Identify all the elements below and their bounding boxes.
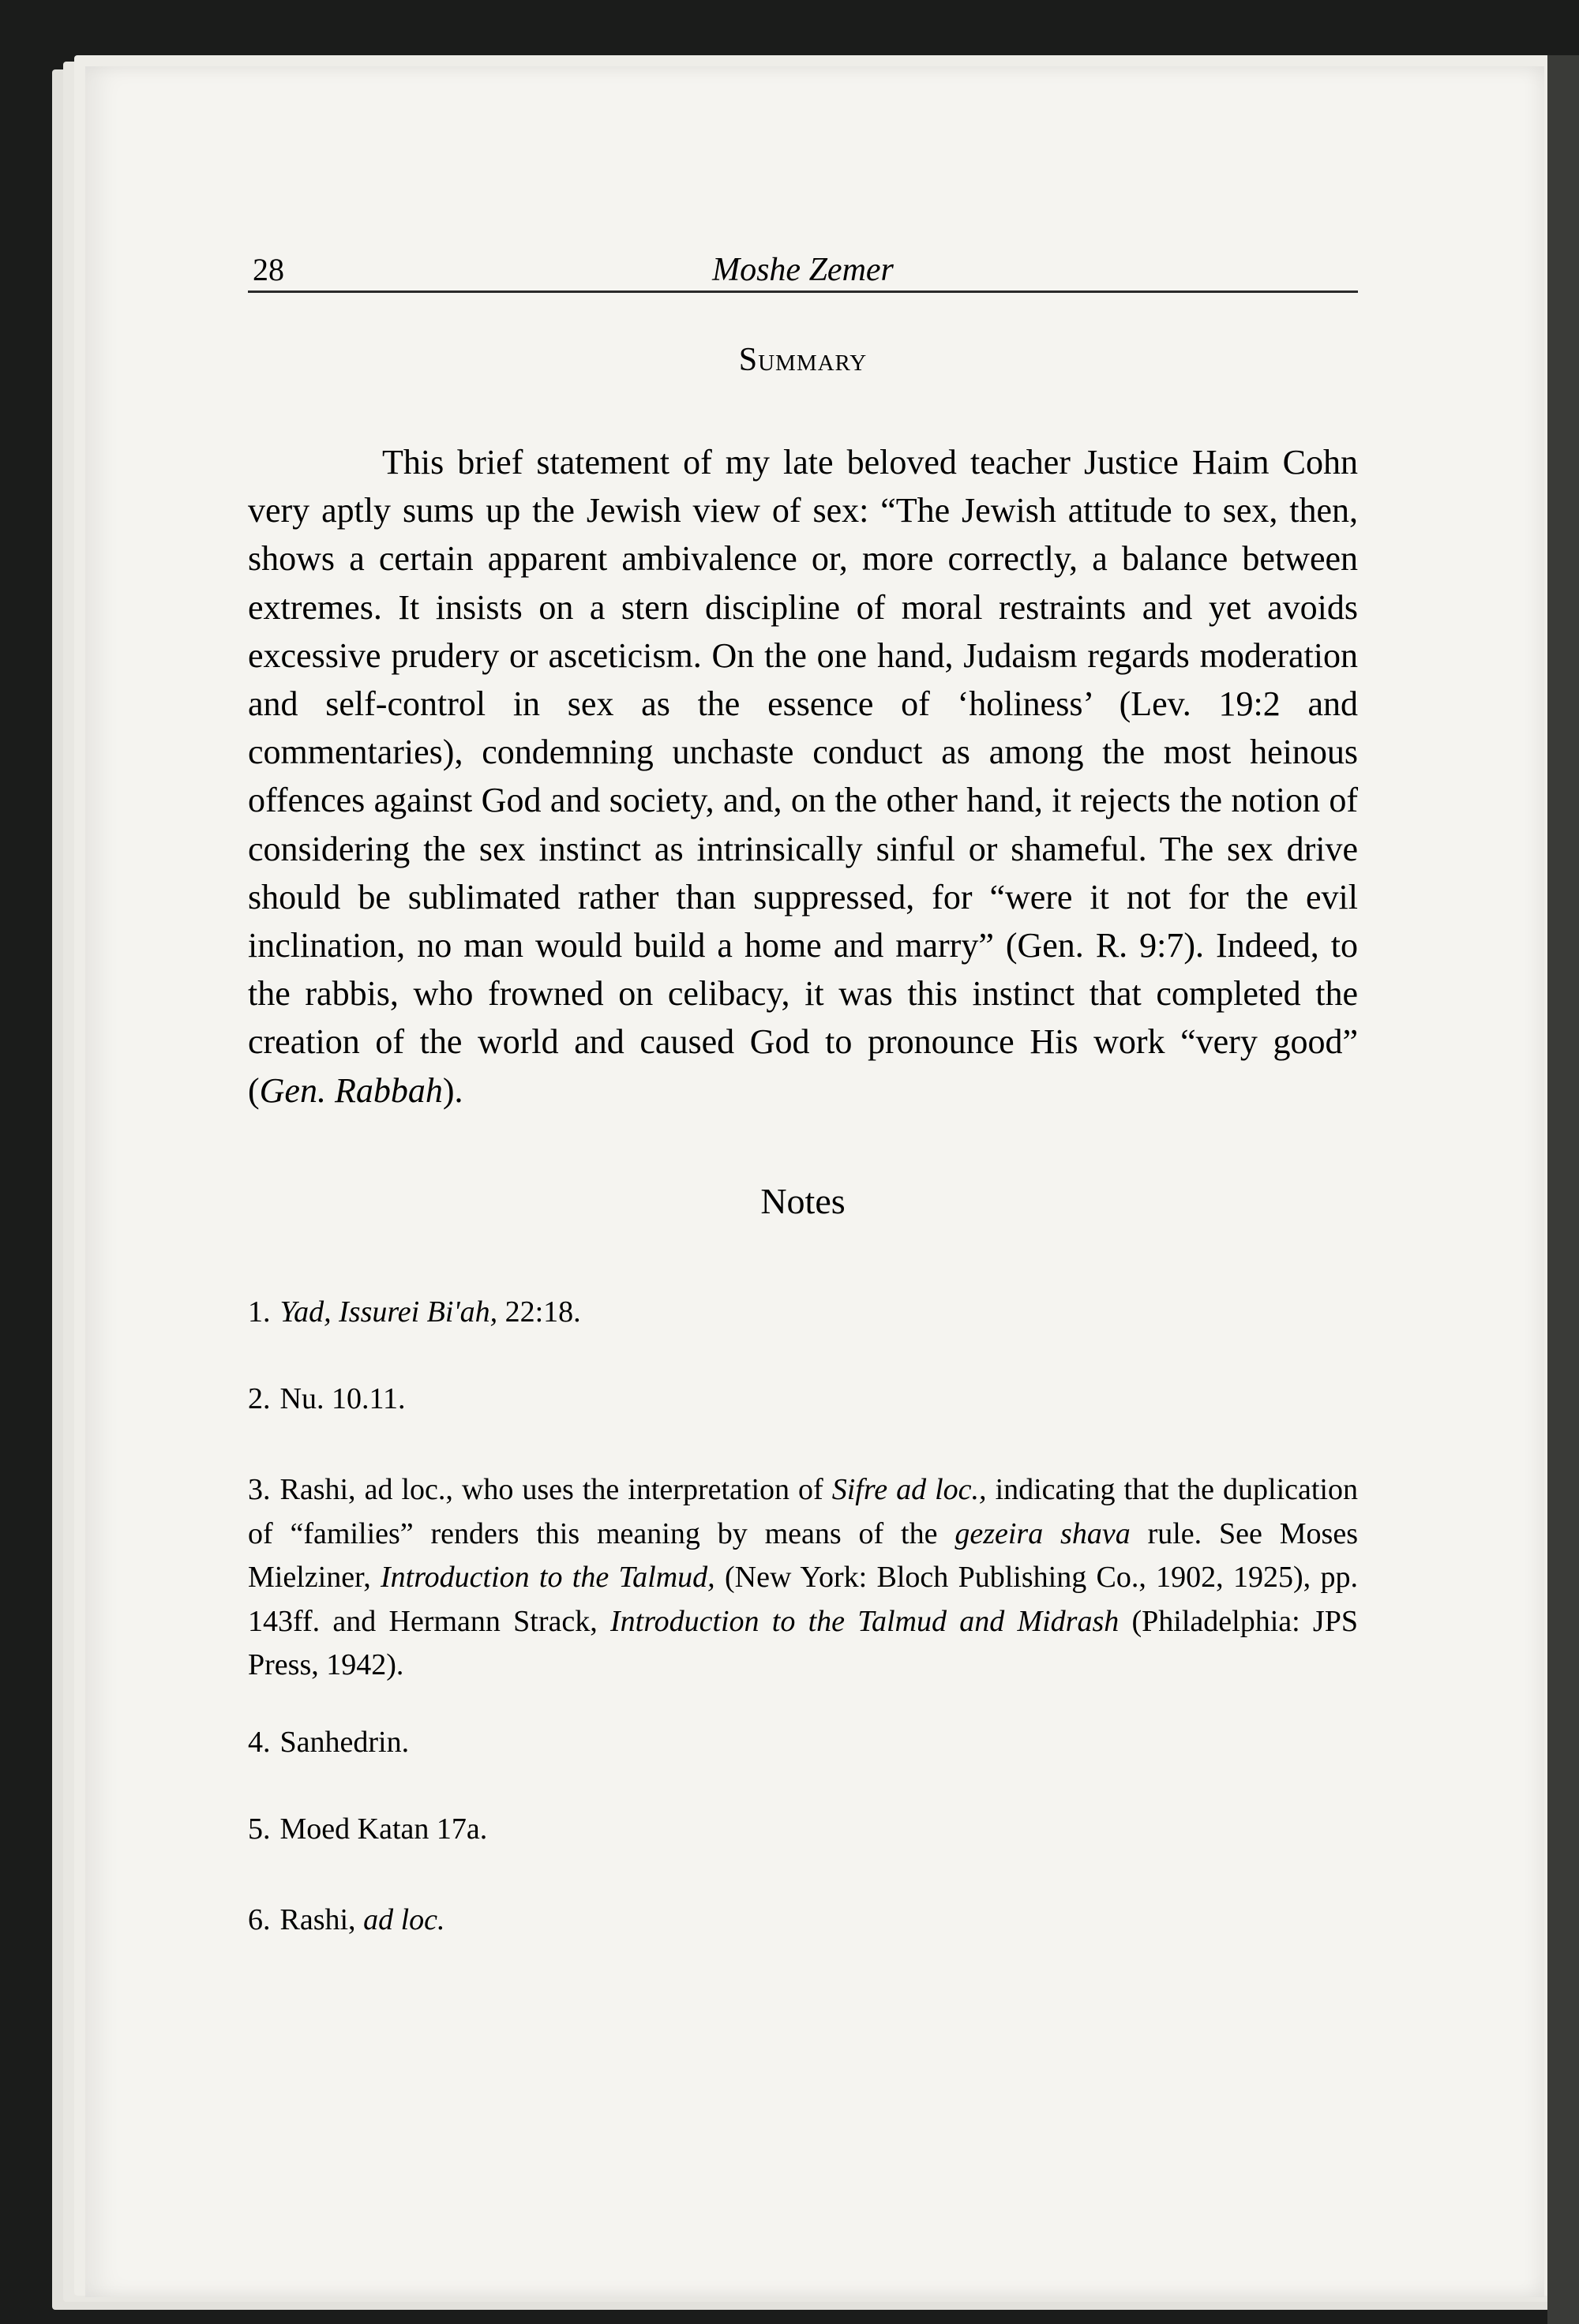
note-italic: Introduction to the Talmud and Midrash [609,1604,1120,1638]
note-5 [248,1808,1358,1852]
note-2 [248,1378,1358,1422]
page-header [248,251,1358,293]
note-text: (New York: Bloch Publishing Co., 1902, 1925), pp. 143ff. and Hermann Strack, [248,1561,1358,1638]
note-number: 2. [248,1382,271,1415]
summary-text: This brief statement of my late beloved teacher Justice Haim Cohn very aptly sums up the Jewish view of sex: “The Jewish attitude to sex, then, shows a certain apparent ambivalence or, more correctly, a balance between extremes. It insists on a stern discipline of moral restraints and yet avoids excessive prudery or asceticism. On the one hand, Judaism regards moderation and self-control in sex as the essence of ‘holiness’ (Lev. 19:2 and commentaries), condemning unchaste conduct as among the most heinous offences against God and society, and, on the other hand, it rejects the notion of considering the sex instinct as intrinsically sinful or shameful. The sex drive should be sublimated rather than suppressed, for “were it not for the evil inclination, no man would build a home and marry” (Gen. R. 9:7). Indeed, to the rabbis, who frowned on celibacy, it was this instinct that completed the creation of the world and caused God to pronounce His work “very good” ( [248,443,1358,1110]
note-number: 3. [248,1473,271,1506]
note-text: 22:18. [497,1295,581,1329]
note-text: rule. See Moses Mielziner, [248,1516,1358,1594]
note-number: 1. [248,1295,271,1329]
note-number: 6. [248,1903,271,1936]
note-text: Moed Katan 17a. [279,1812,488,1846]
note-italic: Sifre ad loc., [831,1473,987,1506]
summary-citation: Gen. Rabbah [259,1070,443,1110]
note-italic: Introduction to the Talmud, [381,1561,715,1594]
note-text: (Philadelphia: JPS Press, 1942). [248,1604,1358,1681]
note-6 [248,1899,1358,1943]
notes-heading: Notes [760,1181,846,1221]
note-number: 4. [248,1726,271,1759]
page-number: 28 [253,252,284,287]
note-4 [248,1721,1358,1765]
note-number: 5. [248,1812,271,1846]
note-text: indicating that the duplication of “families” renders this meaning by means of the [248,1473,1358,1550]
note-text: Rashi, ad loc., who uses the interpretation of [279,1473,832,1506]
summary-heading: Summary [738,342,868,378]
note-italic: Yad, Issurei Bi'ah, [279,1295,498,1329]
summary-paragraph [248,438,1358,1115]
note-1 [248,1291,1358,1335]
note-text: Sanhedrin. [279,1726,410,1759]
note-3 [248,1468,1358,1688]
running-head: Moshe Zemer [712,252,894,288]
note-text: Nu. 10.11. [279,1382,406,1415]
summary-text-end: ). [442,1070,463,1110]
note-italic: ad loc. [363,1903,445,1936]
note-italic: gezeira shava [955,1516,1131,1550]
note-text: Rashi, [279,1903,364,1936]
book-spine [1547,55,1579,2324]
